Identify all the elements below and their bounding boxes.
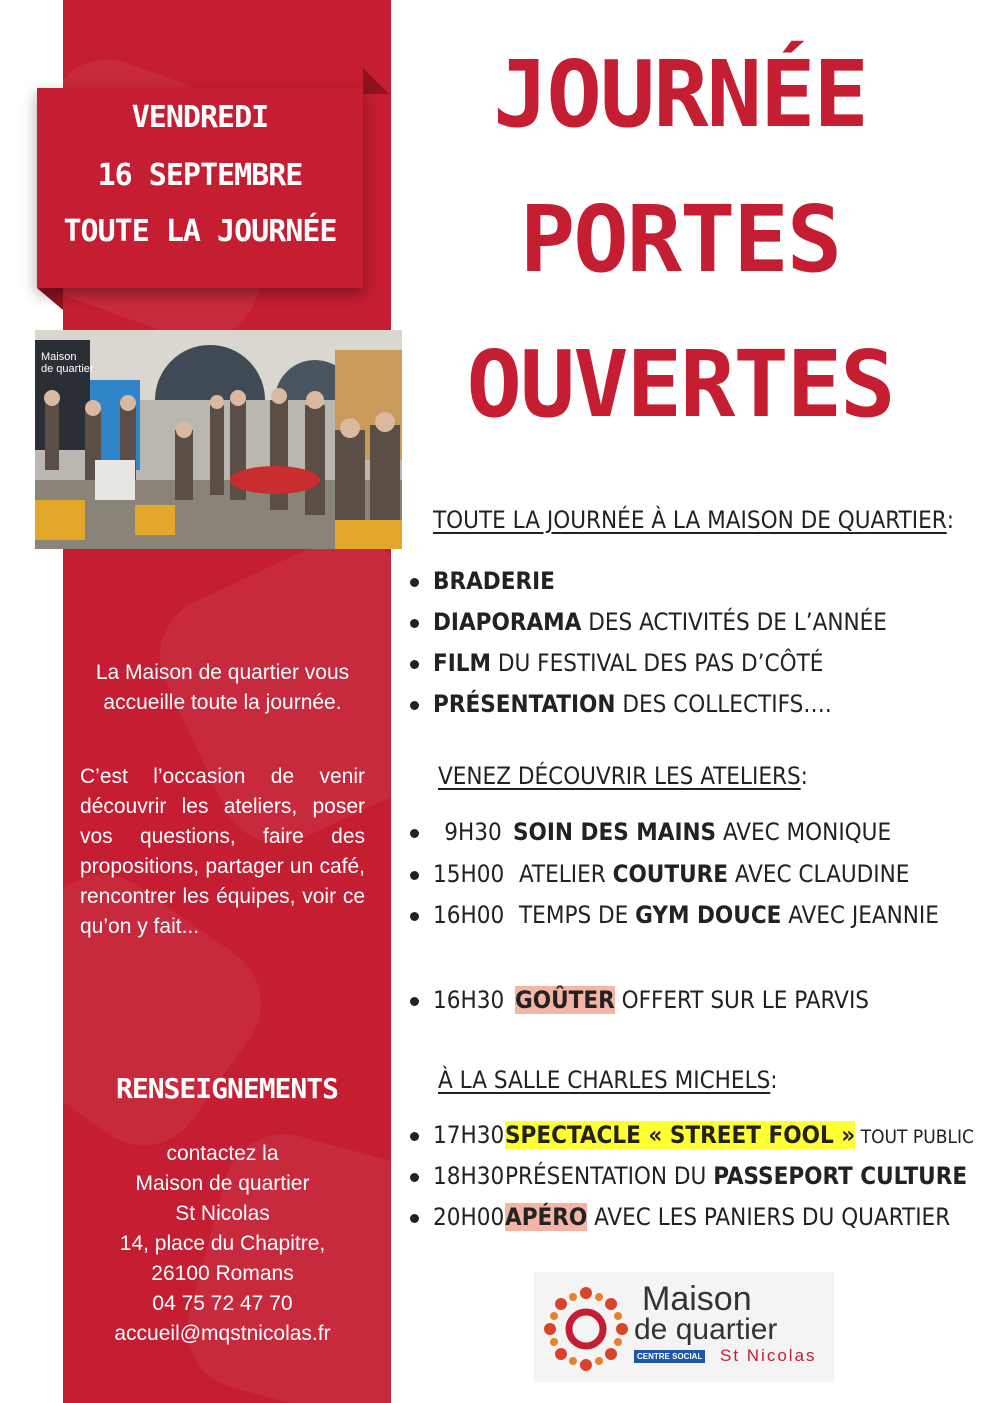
contact-city: 26100 Romans bbox=[151, 1262, 294, 1285]
photo-sign-text: de quartier bbox=[41, 363, 94, 375]
section-heading-text: TOUTE LA JOURNÉE À LA MAISON DE QUARTIER bbox=[433, 506, 947, 534]
list-item bbox=[410, 604, 887, 640]
list-item bbox=[410, 1117, 974, 1153]
banner-fold bbox=[37, 288, 63, 310]
event-photo bbox=[35, 330, 402, 549]
photo-sign-text: Maison bbox=[41, 351, 77, 363]
list-item bbox=[410, 1158, 967, 1194]
contact-line: contactez la bbox=[166, 1142, 279, 1165]
item-bold: GOÛTER bbox=[515, 986, 615, 1014]
logo-text: de quartier bbox=[634, 1313, 778, 1346]
bullet-icon bbox=[410, 660, 419, 669]
bullet-icon bbox=[410, 619, 419, 628]
item-text: DES ACTIVITÉS DE L’ANNÉE bbox=[581, 608, 887, 636]
contact-heading: RENSEIGNEMENTS bbox=[115, 1072, 338, 1105]
item-bold: COUTURE bbox=[612, 860, 728, 888]
bullet-icon bbox=[410, 871, 419, 880]
item-bold: SPECTACLE « STREET FOOL » bbox=[505, 1121, 856, 1149]
logo-text: Maison bbox=[642, 1280, 752, 1318]
banner-time: TOUTE LA JOURNÉE bbox=[63, 214, 337, 249]
item-bold: PRÉSENTATION bbox=[433, 690, 616, 718]
title-line: JOURNÉE bbox=[493, 41, 867, 148]
item-bold: DIAPORAMA bbox=[433, 608, 582, 636]
banner-date: 16 SEPTEMBRE bbox=[97, 158, 303, 193]
contact-address: 14, place du Chapitre, bbox=[119, 1232, 326, 1255]
contact-line: Maison de quartier bbox=[135, 1172, 310, 1195]
bullet-icon bbox=[410, 997, 419, 1006]
bullet-icon bbox=[410, 1132, 419, 1141]
item-text: AVEC JEANNIE bbox=[781, 901, 939, 929]
item-time: 18H30 bbox=[433, 1162, 505, 1190]
list-item bbox=[410, 1199, 950, 1235]
item-bold: SOIN DES MAINS bbox=[513, 818, 717, 846]
item-text: AVEC MONIQUE bbox=[716, 818, 892, 846]
list-item bbox=[410, 563, 555, 599]
list-item bbox=[410, 897, 939, 933]
list-item bbox=[410, 982, 869, 1018]
date-banner bbox=[37, 88, 363, 288]
section-heading bbox=[433, 506, 954, 534]
item-time: 17H30 bbox=[433, 1121, 505, 1149]
heading-colon: : bbox=[800, 762, 808, 790]
title-line: OUVERTES bbox=[466, 331, 894, 438]
bullet-icon bbox=[410, 701, 419, 710]
bullet-icon bbox=[410, 1173, 419, 1182]
list-item bbox=[410, 686, 832, 722]
heading-colon: : bbox=[946, 506, 955, 534]
item-text: DU FESTIVAL DES PAS D’CÔTÉ bbox=[491, 649, 824, 677]
section-heading-text: VENEZ DÉCOUVRIR LES ATELIERS bbox=[438, 762, 801, 790]
bullet-icon bbox=[410, 1214, 419, 1223]
title-line: PORTES bbox=[519, 186, 841, 293]
contact-email[interactable]: accueil@mqstnicolas.fr bbox=[114, 1322, 331, 1345]
contact-phone: 04 75 72 47 70 bbox=[152, 1292, 293, 1315]
item-time: 15H00 bbox=[433, 860, 505, 888]
contact-block bbox=[80, 1139, 365, 1349]
item-time: 16H30 bbox=[433, 986, 505, 1014]
list-item bbox=[410, 814, 891, 850]
item-bold: BRADERIE bbox=[433, 567, 555, 595]
item-text: TOUT PUBLIC bbox=[855, 1126, 974, 1148]
item-bold: PASSEPORT CULTURE bbox=[713, 1162, 968, 1190]
item-text: AVEC LES PANIERS DU QUARTIER bbox=[587, 1203, 951, 1231]
banner-day: VENDREDI bbox=[131, 100, 269, 135]
list-item bbox=[410, 856, 909, 892]
heading-colon: : bbox=[770, 1066, 778, 1094]
item-text: DES COLLECTIFS…. bbox=[615, 690, 832, 718]
section-heading bbox=[438, 762, 808, 790]
intro-paragraph: La Maison de quartier vous accueille toute la journée. bbox=[95, 661, 350, 714]
item-bold: GYM DOUCE bbox=[635, 901, 782, 929]
item-text: PRÉSENTATION DU bbox=[505, 1162, 714, 1190]
item-text: ATELIER bbox=[519, 860, 613, 888]
contact-line: St Nicolas bbox=[175, 1202, 270, 1225]
item-time: 9H30 bbox=[444, 818, 502, 846]
item-text: AVEC CLAUDINE bbox=[727, 860, 910, 888]
bullet-icon bbox=[410, 912, 419, 921]
section-heading bbox=[438, 1066, 778, 1094]
logo-place: St Nicolas bbox=[720, 1346, 817, 1365]
item-bold: FILM bbox=[433, 649, 492, 677]
item-text: OFFERT SUR LE PARVIS bbox=[614, 986, 870, 1014]
maison-de-quartier-logo bbox=[534, 1272, 834, 1382]
item-time: 16H00 bbox=[433, 901, 505, 929]
item-time: 20H00 bbox=[433, 1203, 505, 1231]
list-item bbox=[410, 645, 823, 681]
bullet-icon bbox=[410, 578, 419, 587]
intro-paragraph: C’est l’occasion de venir découvrir les ateliers, poser vos questions, faire des propositions, partager un café, rencontrer les équipes, voir ce qu’on y fait... bbox=[80, 765, 365, 938]
item-text: TEMPS DE bbox=[519, 901, 636, 929]
item-bold: APÉRO bbox=[505, 1203, 588, 1231]
bullet-icon bbox=[410, 829, 419, 838]
logo-badge: CENTRE SOCIAL bbox=[634, 1350, 705, 1363]
section-heading-text: À LA SALLE CHARLES MICHELS bbox=[438, 1066, 771, 1094]
